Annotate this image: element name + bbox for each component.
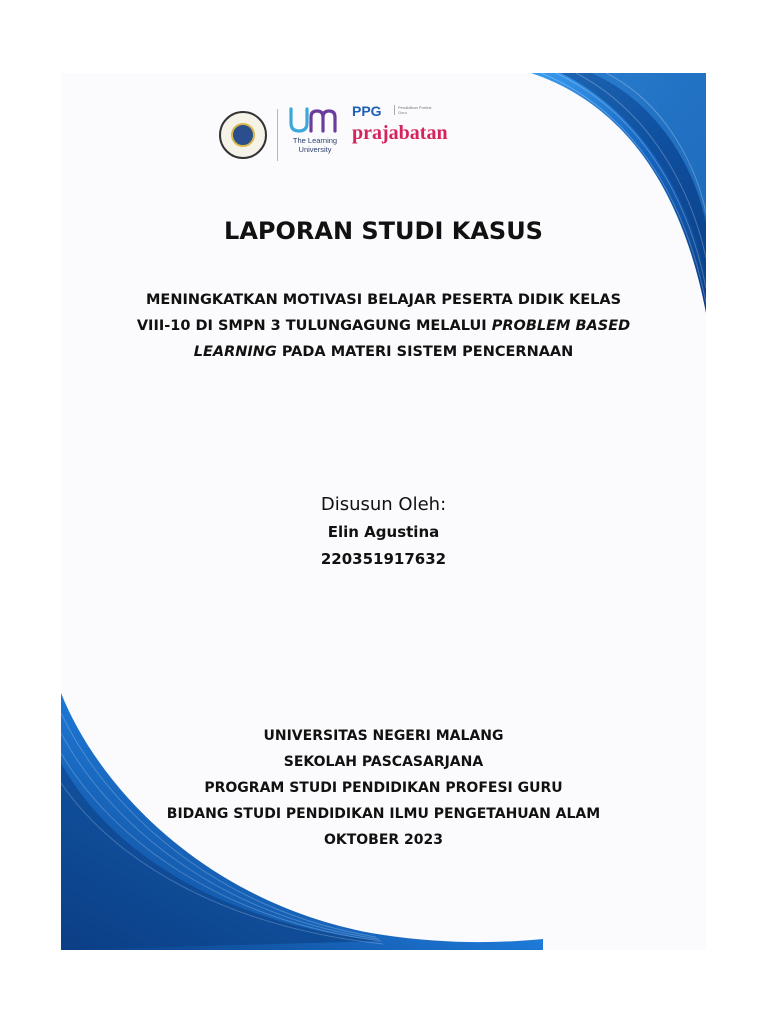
subtitle-line-3-italic: LEARNING <box>193 344 277 360</box>
ppg-sublabel: Pendidikan Profesi Guru <box>394 105 438 115</box>
author-id-number: 220351917632 <box>320 550 447 568</box>
um-tagline: The Learning University <box>292 136 338 154</box>
subtitle-line-3-text: PADA MATERI SISTEM PENCERNAAN <box>276 344 574 360</box>
report-date: OKTOBER 2023 <box>323 832 444 848</box>
subtitle-line-1: MENINGKATKAN MOTIVASI BELAJAR PESERTA DIDIK KELAS <box>145 292 622 308</box>
author-block <box>61 491 706 573</box>
subtitle-line-2-italic: PROBLEM BASED <box>491 318 631 334</box>
subtitle-line-2 <box>91 313 676 339</box>
um-logo-icon <box>287 103 343 137</box>
university-name: UNIVERSITAS NEGERI MALANG <box>263 728 504 744</box>
report-title: LAPORAN STUDI KASUS <box>224 217 543 245</box>
report-subtitle <box>91 287 676 365</box>
prajabatan-label: prajabatan <box>352 122 448 144</box>
program-name: PROGRAM STUDI PENDIDIKAN PROFESI GURU <box>204 780 563 796</box>
subtitle-line-3 <box>91 339 676 365</box>
author-name: Elin Agustina <box>327 523 440 541</box>
university-seal-icon <box>219 111 267 159</box>
school-name: SEKOLAH PASCASARJANA <box>283 754 484 770</box>
logo-divider <box>277 109 278 161</box>
institution-block <box>61 723 706 853</box>
cover-page <box>61 73 706 950</box>
ppg-label: PPG <box>352 103 382 119</box>
field-name: BIDANG STUDI PENDIDIKAN ILMU PENGETAHUAN ALAM <box>166 806 601 822</box>
logo-row <box>61 103 706 163</box>
author-by-label: Disusun Oleh: <box>320 494 447 515</box>
subtitle-line-2-text: VIII-10 DI SMPN 3 TULUNGAGUNG MELALUI <box>136 318 492 334</box>
